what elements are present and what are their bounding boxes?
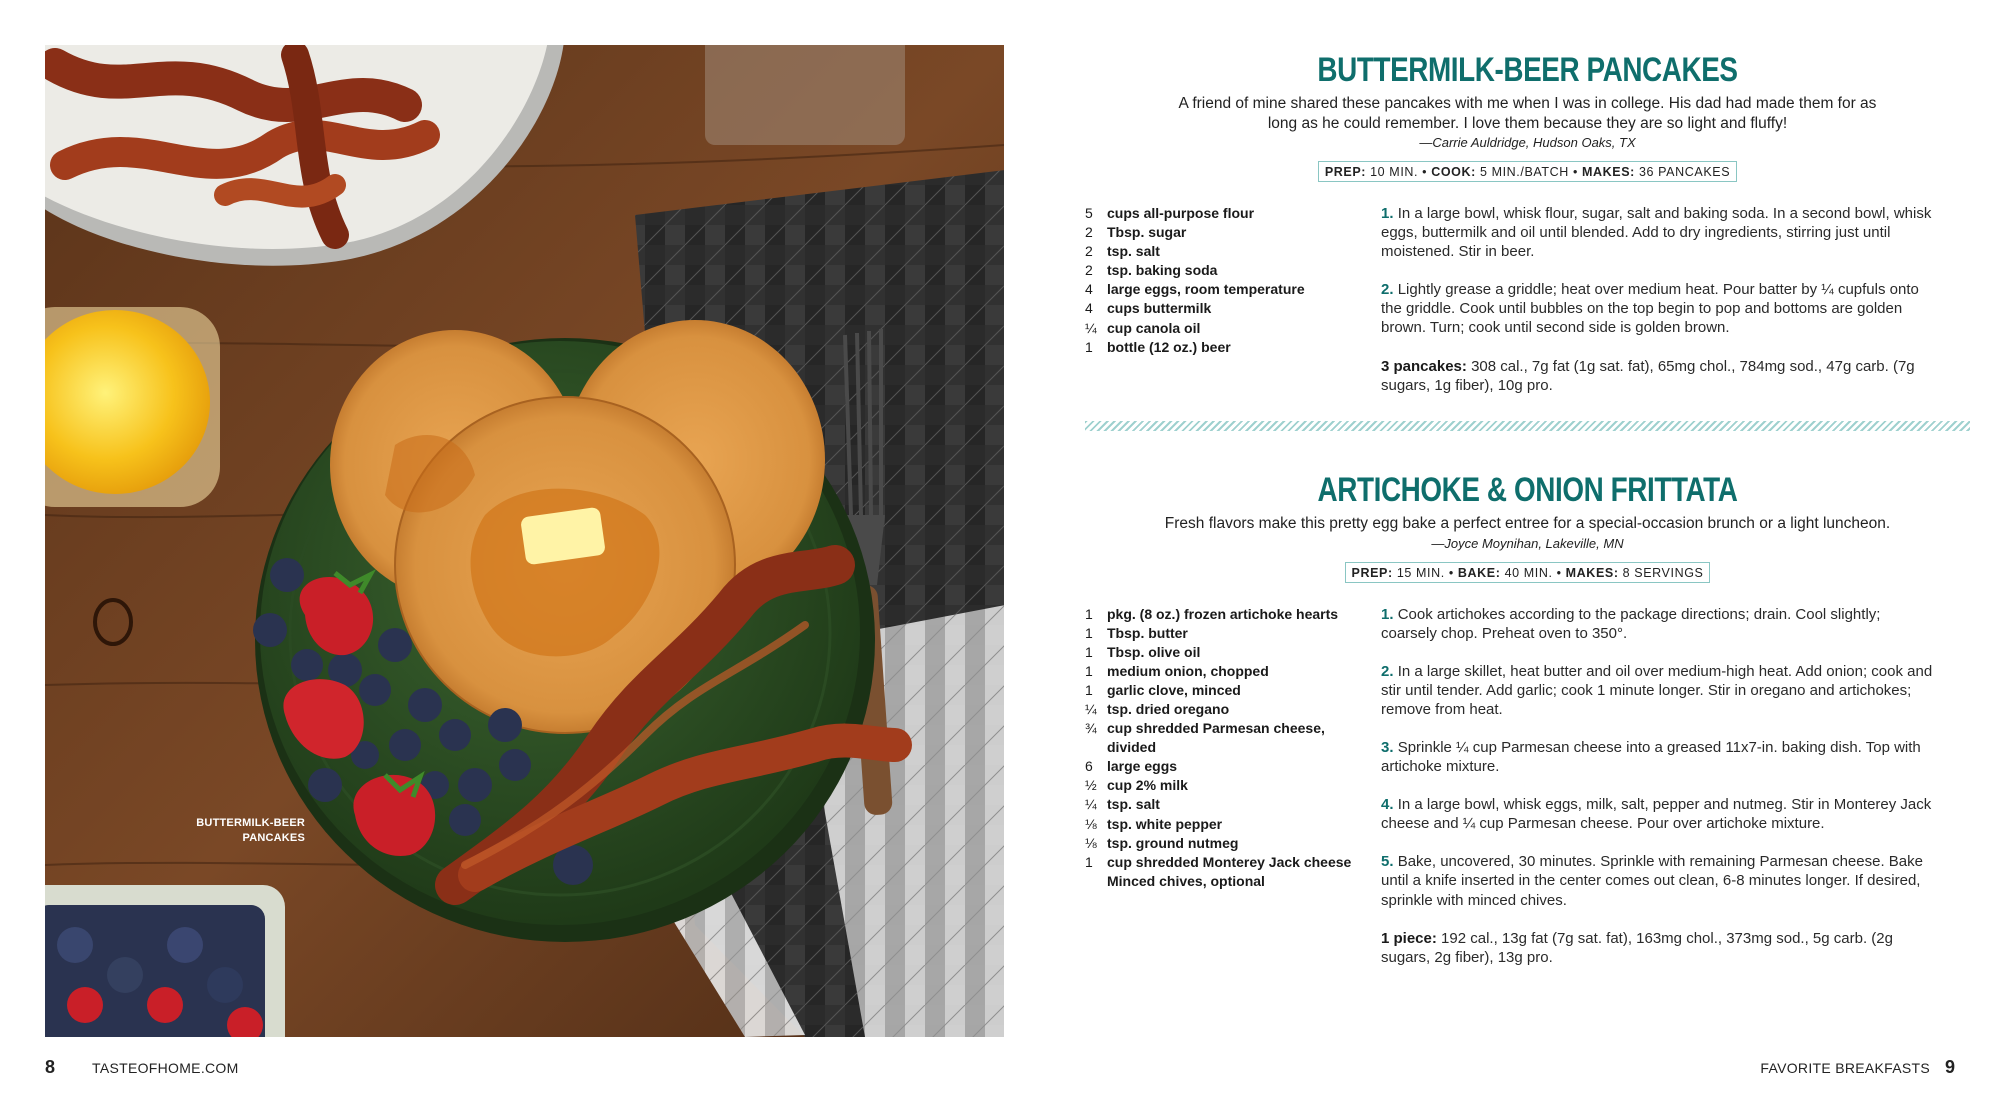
right-page-number: 9: [1944, 1057, 1955, 1077]
step-number: 1.: [1381, 205, 1394, 222]
recipe-intro: A friend of mine shared these pancakes with me when I was in college. His dad had made them for as long as he could remember. I love them because they are so light and fluffy!: [1178, 95, 1877, 132]
ingredient-text: tsp. ground nutmeg: [1107, 834, 1239, 851]
berry-dish: [45, 885, 285, 1037]
cook-value: 5 MIN./BATCH: [1479, 165, 1569, 179]
bake-value: 40 MIN.: [1504, 565, 1553, 580]
ingredient-qty: 4: [1085, 300, 1093, 317]
ingredient-qty: 1: [1085, 624, 1093, 641]
step-text: Cook artichokes according to the package directions; drain. Cool slightly; coarsely chop. Preheat oven to 350°.: [1381, 605, 1881, 642]
left-page-number: 8: [45, 1057, 56, 1077]
step-number: 2.: [1381, 281, 1394, 299]
prep-label: PREP:: [1324, 165, 1367, 179]
directions: [1381, 204, 1936, 395]
prep-value: 10 MIN.: [1370, 165, 1419, 179]
ingredient-qty: 1: [1085, 681, 1093, 698]
ingredient-text: Tbsp. butter: [1107, 624, 1188, 641]
ingredient-text: Tbsp. olive oil: [1107, 643, 1201, 660]
recipe-credit: —Joyce Moynihan, Lakeville, MN: [1431, 535, 1624, 551]
ingredient-item: [1085, 261, 1375, 280]
prep-value: 15 MIN.: [1396, 565, 1445, 580]
ingredient-text: tsp. baking soda: [1107, 262, 1218, 279]
section-footer: FAVORITE BREAKFASTS: [1760, 1060, 1930, 1076]
ingredient-list: [1085, 605, 1375, 891]
makes-label: MAKES:: [1582, 165, 1635, 179]
ingredient-qty: ¾: [1085, 720, 1097, 737]
direction-step: [1381, 204, 1936, 261]
ingredient-qty: 1: [1085, 662, 1093, 679]
ingredient-text: large eggs: [1107, 758, 1178, 775]
direction-step: [1381, 738, 1936, 776]
ingredient-qty: 2: [1085, 243, 1093, 260]
breakfast-photo: [45, 45, 1004, 1037]
recipe-times-box: PREP: 15 MIN. • BAKE: 40 MIN. • MAKES: 8 SERVINGS: [1345, 562, 1711, 583]
recipe-divider: [1085, 421, 1970, 431]
direction-step: [1381, 852, 1936, 909]
ingredient-item: [1085, 204, 1375, 223]
direction-step: [1381, 280, 1936, 337]
photo-caption-line2: PANCAKES: [242, 832, 305, 844]
ingredient-text: large eggs, room temperature: [1107, 281, 1305, 298]
step-text: In a large bowl, whisk flour, sugar, salt and baking soda. In a second bowl, whisk eggs, buttermilk and oil until blended. Add to dry ingredients, stirring just until moistened. Stir in beer.: [1381, 205, 1932, 261]
ingredient-text: cup shredded Monterey Jack cheese: [1107, 853, 1352, 870]
ingredient-text: cup 2% milk: [1107, 777, 1188, 794]
ingredient-item: [1085, 338, 1375, 357]
step-text: Lightly grease a griddle; heat over medium heat. Pour batter by ¼ cupfuls onto the griddle. Cook until bubbles on the top begin to pop and bottoms are golden brown. Turn; cook until second side is golden brown.: [1381, 281, 1919, 337]
ingredient-item: [1085, 242, 1375, 261]
nutrition-label: 1 piece:: [1381, 929, 1437, 947]
ingredient-qty: ⅛: [1085, 815, 1097, 832]
ingredient-item: [1085, 700, 1375, 719]
recipe-times-box: PREP: 10 MIN. • COOK: 5 MIN./BATCH • MAKES: 36 PANCAKES: [1318, 161, 1737, 182]
direction-step: [1381, 605, 1936, 643]
ingredient-item: [1085, 643, 1375, 662]
ingredient-text: bottle (12 oz.) beer: [1107, 338, 1231, 355]
ingredient-item: [1085, 280, 1375, 299]
ingredient-qty: ⅛: [1085, 834, 1097, 851]
ingredient-text: cups buttermilk: [1107, 300, 1212, 317]
step-number: 1.: [1381, 605, 1394, 623]
step-text: Bake, uncovered, 30 minutes. Sprinkle with remaining Parmesan cheese. Bake until a knife inserted in the center comes out clean, 6-8 minutes longer. If desired, sprinkle with minced chives.: [1381, 853, 1923, 909]
photo-caption-line1: BUTTERMILK-BEER: [196, 817, 305, 829]
ingredient-text: cup shredded Parmesan cheese, divided: [1107, 720, 1325, 756]
ingredient-text: tsp. white pepper: [1107, 815, 1223, 832]
recipe-buttermilk-beer-pancakes: [1085, 48, 1970, 404]
ingredient-qty: 2: [1085, 224, 1093, 241]
orange-juice-glass: [45, 307, 220, 507]
ingredient-item: [1085, 681, 1375, 700]
makes-value: 36 PANCAKES: [1639, 165, 1731, 179]
ingredient-item: [1085, 719, 1375, 757]
nutrition-facts: [1381, 929, 1936, 967]
recipe-credit: —Carrie Auldridge, Hudson Oaks, TX: [1419, 135, 1636, 150]
ingredient-item: [1085, 605, 1375, 624]
ingredient-text: Minced chives, optional: [1107, 872, 1265, 889]
ingredient-item: [1085, 795, 1375, 814]
direction-step: [1381, 662, 1936, 719]
bake-label: BAKE:: [1457, 565, 1501, 580]
ingredient-item: [1085, 624, 1375, 643]
step-text: In a large skillet, heat butter and oil over medium-high heat. Add onion; cook and stir until tender. Add garlic; cook 1 minute longer. Stir in oregano and artichokes; remove from heat.: [1381, 662, 1933, 718]
cook-label: COOK:: [1431, 165, 1476, 179]
ingredient-item: [1085, 853, 1375, 872]
nutrition-facts: [1381, 357, 1936, 395]
direction-step: [1381, 795, 1936, 833]
makes-value: 8 SERVINGS: [1622, 565, 1704, 580]
ingredient-text: cup canola oil: [1107, 319, 1201, 336]
ingredient-qty: 1: [1085, 853, 1093, 870]
ingredient-item: [1085, 815, 1375, 834]
ingredient-qty: 4: [1085, 281, 1093, 298]
step-text: In a large bowl, whisk eggs, milk, salt, pepper and nutmeg. Stir in Monterey Jack cheese and ¼ cup Parmesan cheese. Pour over artichoke mixture.: [1381, 796, 1932, 833]
ingredient-qty: ½: [1085, 777, 1097, 794]
ingredient-list: [1085, 204, 1375, 357]
step-number: 2.: [1381, 662, 1394, 680]
ingredient-text: tsp. salt: [1107, 243, 1160, 260]
ingredient-text: Tbsp. sugar: [1107, 224, 1187, 241]
ingredient-qty: 1: [1085, 605, 1093, 622]
step-number: 5.: [1381, 853, 1394, 871]
ingredient-item: [1085, 662, 1375, 681]
ingredient-qty: 6: [1085, 758, 1093, 775]
nutrition-label: 3 pancakes:: [1381, 357, 1467, 375]
prep-label: PREP:: [1351, 565, 1393, 580]
ingredient-item: [1085, 872, 1375, 891]
ingredient-text: garlic clove, minced: [1107, 681, 1241, 698]
ingredient-text: tsp. dried oregano: [1107, 700, 1230, 717]
recipe-intro: Fresh flavors make this pretty egg bake a perfect entree for a special-occasion brunch or a light luncheon.: [1164, 515, 1891, 532]
step-number: 3.: [1381, 738, 1394, 756]
nutrition-text: 192 cal., 13g fat (7g sat. fat), 163mg chol., 373mg sod., 5g carb. (2g sugars, 2g fiber), 13g pro.: [1381, 929, 1893, 966]
recipe-artichoke-onion-frittata: [1085, 468, 1970, 1025]
ingredient-text: medium onion, chopped: [1107, 662, 1269, 679]
ingredient-item: [1085, 834, 1375, 853]
ingredient-qty: ¼: [1085, 796, 1097, 813]
ingredient-item: [1085, 319, 1375, 338]
ingredient-qty: 2: [1085, 262, 1093, 279]
ingredient-item: [1085, 223, 1375, 242]
ingredient-qty: ¼: [1085, 700, 1097, 717]
ingredient-text: cups all-purpose flour: [1107, 205, 1255, 221]
recipe-title: ARTICHOKE & ONION FRITTATA: [1317, 471, 1738, 509]
ingredient-item: [1085, 757, 1375, 776]
ingredient-item: [1085, 299, 1375, 318]
ingredient-text: tsp. salt: [1107, 796, 1160, 813]
website-footer: TASTEOFHOME.COM: [92, 1060, 239, 1076]
photo-caption: [165, 816, 305, 846]
step-text: Sprinkle ¼ cup Parmesan cheese into a greased 11x7-in. baking dish. Top with artichoke mixture.: [1381, 738, 1921, 776]
ingredient-qty: 1: [1085, 643, 1093, 660]
ingredient-qty: 5: [1085, 205, 1093, 221]
ingredient-qty: ¼: [1085, 319, 1097, 336]
step-number: 4.: [1381, 796, 1394, 814]
makes-label: MAKES:: [1565, 565, 1619, 580]
directions: [1381, 605, 1936, 967]
ingredient-qty: 1: [1085, 338, 1093, 355]
nutrition-text: 308 cal., 7g fat (1g sat. fat), 65mg chol., 784mg sod., 47g carb. (7g sugars, 1g fiber), 10g pro.: [1381, 357, 1915, 394]
glass-jar: [705, 45, 905, 145]
ingredient-text: pkg. (8 oz.) frozen artichoke hearts: [1107, 605, 1339, 622]
ingredient-item: [1085, 776, 1375, 795]
recipe-title: BUTTERMILK-BEER PANCAKES: [1317, 51, 1738, 89]
